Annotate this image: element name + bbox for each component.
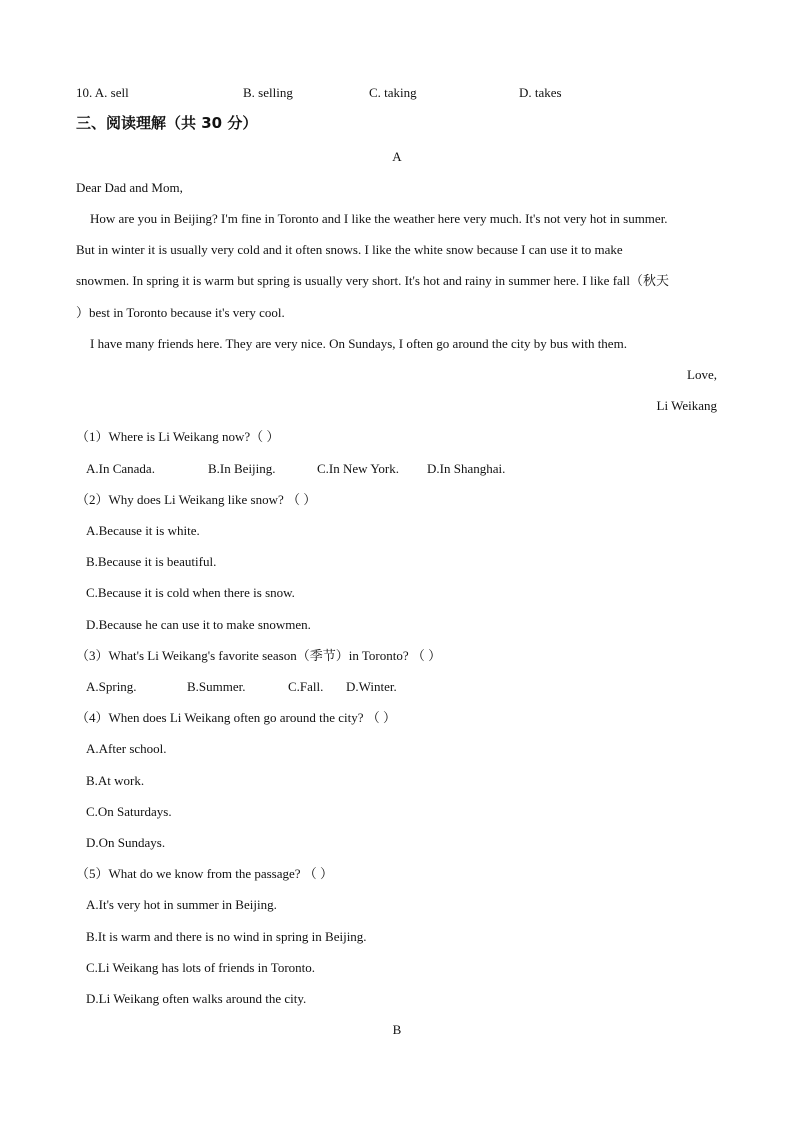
q10-option-c: C. taking <box>369 85 417 100</box>
option: C.On Saturdays. <box>86 804 172 819</box>
question-stem: （5）What do we know from the passage? （ ） <box>76 866 334 881</box>
passage-a-label: A <box>392 149 402 164</box>
question-stem: （4）When does Li Weikang often go around the city? （ ） <box>76 710 397 725</box>
option: D.Li Weikang often walks around the city. <box>86 991 307 1006</box>
option: D.Because he can use it to make snowmen. <box>86 617 311 632</box>
option: B.Because it is beautiful. <box>86 554 217 569</box>
question-options-row <box>86 679 446 695</box>
option: A.Spring. <box>86 679 137 694</box>
option: B.It is warm and there is no wind in spring in Beijing. <box>86 929 367 944</box>
question-stem: （3）What's Li Weikang's favorite season（季节）in Toronto? （ ） <box>76 648 442 663</box>
passage-b-label: B <box>392 1022 402 1037</box>
question-stem: （2）Why does Li Weikang like snow? （ ） <box>76 492 317 507</box>
passage-line: How are you in Beijing? I'm fine in Toronto and I like the weather here very much. It's not very hot in summer. <box>90 211 668 226</box>
letter-signature: Li Weikang <box>656 398 717 413</box>
option: D.Winter. <box>346 679 397 694</box>
letter-greeting: Dear Dad and Mom, <box>76 180 183 195</box>
option: B.Summer. <box>187 679 246 694</box>
q10-row <box>76 85 716 101</box>
option: A.In Canada. <box>86 461 155 476</box>
letter-closing: Love, <box>687 367 717 382</box>
option: C.In New York. <box>317 461 399 476</box>
option: C.Because it is cold when there is snow. <box>86 585 295 600</box>
passage-line: snowmen. In spring it is warm but spring is usually very short. It's hot and rainy in summer here. I like fall（秋天 <box>76 273 670 288</box>
option: A.It's very hot in summer in Beijing. <box>86 897 277 912</box>
q10-option-a: 10. A. sell <box>76 85 129 100</box>
option: B.In Beijing. <box>208 461 276 476</box>
passage-line: ）best in Toronto because it's very cool. <box>76 305 285 320</box>
option: A.Because it is white. <box>86 523 200 538</box>
question-stem: （1）Where is Li Weikang now?（ ） <box>76 429 280 444</box>
option: A.After school. <box>86 741 167 756</box>
passage-line: But in winter it is usually very cold and it often snows. I like the white snow because I can use it to make <box>76 242 623 257</box>
section-heading: 三、阅读理解（共 30 分） <box>76 114 258 132</box>
passage-line: I have many friends here. They are very nice. On Sundays, I often go around the city by bus with them. <box>90 336 627 351</box>
question-options-row <box>86 461 546 477</box>
option: D.On Sundays. <box>86 835 166 850</box>
option: C.Fall. <box>288 679 324 694</box>
q10-option-d: D. takes <box>519 85 562 100</box>
option: B.At work. <box>86 773 145 788</box>
option: C.Li Weikang has lots of friends in Toronto. <box>86 960 316 975</box>
option: D.In Shanghai. <box>427 461 506 476</box>
q10-option-b: B. selling <box>243 85 293 100</box>
